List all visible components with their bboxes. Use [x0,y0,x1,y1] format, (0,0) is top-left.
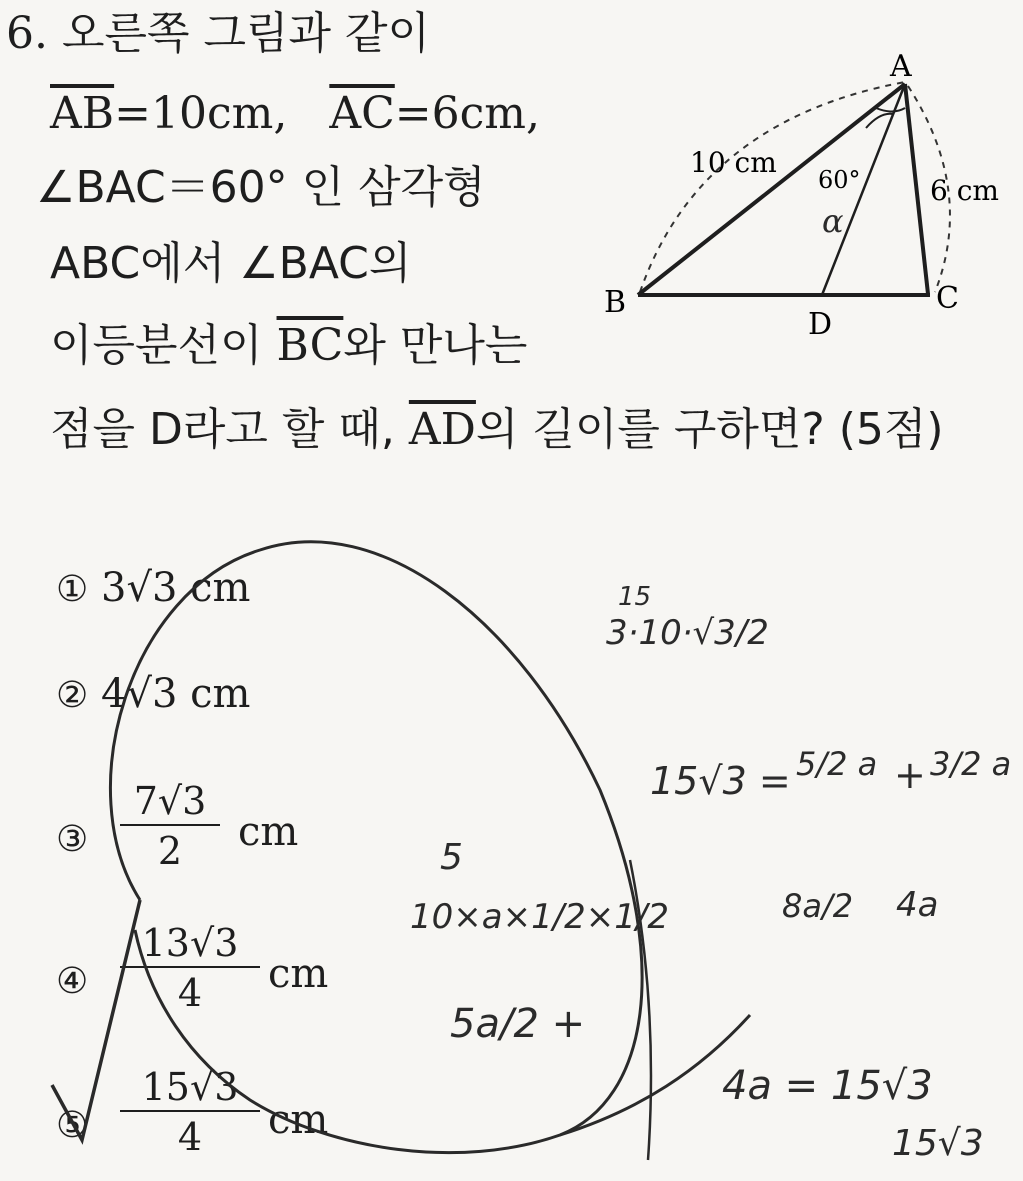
option-1-unit: cm [190,565,251,611]
vertex-label-a: A [890,49,912,84]
option-3-num: 7 [133,779,158,823]
handwritten-result-2: 15√3 [892,1123,984,1164]
option-2-num: 4 [101,671,127,717]
question-text: 이등분선이 [50,320,263,371]
option-3-unit: cm [238,809,299,855]
length-label-ac: 6 cm [930,174,999,207]
option-4-den: 4 [177,971,203,1015]
question-text: 점을 D라고 할 때, [50,404,395,455]
handwritten-alpha: α [822,202,844,240]
handwritten-8a: 8a/2 [782,887,854,925]
check-mark-icon [52,900,140,1140]
handwritten-five: 5 [440,837,463,878]
option-3-radical: √3 [157,779,207,823]
question-text: ∠BAC＝60° 인 삼각형 [36,162,486,213]
handwritten-calc-3: 5a/2 + [450,1001,586,1047]
length-label-ab: 10 cm [690,146,777,179]
handwritten-calc-2: 10×a×1/2×1/2 [410,897,670,937]
handwritten-eq-a: 5/2 a [796,745,878,783]
side-ab [638,84,905,295]
option-1-radical: √3 [126,565,178,611]
option-4-num: 13 [141,921,190,965]
segment-ad: $\overline{AD}$ [408,404,476,455]
question-text: =6cm, [394,88,540,139]
question-text: 와 만나는 [343,320,528,371]
side-ac [905,84,928,294]
question-text: =10cm, [114,88,288,139]
option-5-num: 15 [141,1065,190,1109]
question-number: 6. [6,8,48,59]
vertex-label-b: B [604,285,627,320]
option-5-den: 4 [177,1115,203,1159]
option-4-unit: cm [268,951,329,997]
segment-ab: $\overline{AB}$ [50,88,115,139]
option-1-num: 3 [101,565,127,611]
handwritten-eq-b: 3/2 a [930,745,1012,783]
option-4-marker: ④ [56,961,89,1002]
option-3-den: 2 [157,829,183,873]
option-5-unit: cm [268,1097,329,1143]
option-2-radical: √3 [126,671,178,717]
question-text: 오른쪽 그림과 같이 [61,8,430,59]
question-text: 의 길이를 구하면? (5점) [475,404,944,455]
question-text: ABC에서 ∠BAC의 [50,238,412,289]
option-4-radical: √3 [189,921,239,965]
option-5-marker: ⑤ [56,1105,89,1146]
angle-arc [876,108,905,112]
option-2-unit: cm [190,671,251,717]
handwritten-4a: 4a [896,885,939,925]
vertex-label-c: C [936,281,959,316]
handwritten-result-1: 4a = 15√3 [722,1063,933,1109]
segment-bc: $\overline{BC}$ [276,320,344,371]
triangle-figure [0,0,1023,470]
handwritten-loop [110,542,642,1153]
handwritten-calc-1: 3·10·√3/2 [606,613,769,653]
option-2-marker: ② [56,675,89,716]
handwritten-eq-left: 15√3 = [650,759,791,803]
option-3-marker: ③ [56,819,89,860]
point-label-d: D [808,307,833,342]
option-5-radical: √3 [189,1065,239,1109]
angle-label: 60° [818,166,861,194]
handwritten-15-small: 15 [618,582,652,612]
segment-ac: $\overline{AC}$ [329,88,395,139]
option-1-marker: ① [56,569,89,610]
handwritten-eq-plus: + [894,753,926,797]
